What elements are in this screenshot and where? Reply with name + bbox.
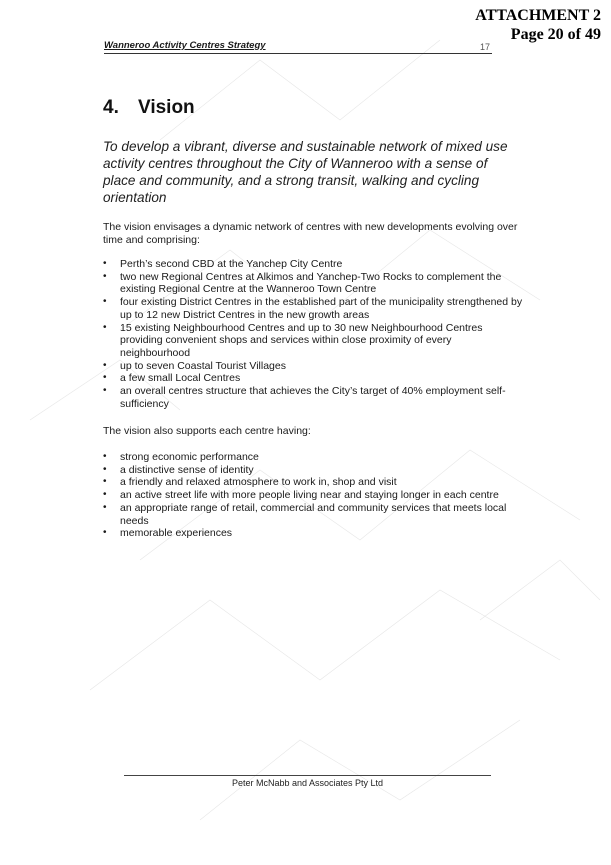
- bullet-icon: •: [103, 296, 107, 308]
- running-header-title: Wanneroo Activity Centres Strategy: [104, 40, 266, 51]
- bullet-icon: •: [103, 463, 107, 475]
- list-item: [103, 360, 523, 373]
- attachment-stamp: [475, 6, 601, 44]
- centre-list: [103, 451, 523, 540]
- list-item-text: memorable experiences: [120, 527, 233, 540]
- list-item-text: a few small Local Centres: [120, 372, 241, 385]
- list-item: [103, 271, 523, 296]
- running-header-page-number: 17: [479, 42, 490, 52]
- list-item-text: two new Regional Centres at Alkimos and Yanchep-Two Rocks to complement the existing Regional Centre at the Wanneroo Town Centre: [120, 270, 502, 296]
- list-item-text: an appropriate range of retail, commercial and community services that meets local needs: [120, 501, 507, 527]
- list-item: [103, 296, 523, 321]
- bullet-icon: •: [103, 451, 107, 462]
- list-item: [103, 451, 523, 464]
- attachment-label: ATTACHMENT 2: [475, 7, 601, 24]
- bullet-icon: •: [103, 270, 107, 282]
- list-item-text: a friendly and relaxed atmosphere to work in, shop and visit: [120, 476, 397, 489]
- section-heading: [103, 97, 195, 119]
- list-item: [103, 464, 523, 477]
- attachment-page-count: Page 20 of 49: [510, 26, 601, 43]
- list-item: [103, 258, 523, 271]
- list-item-text: four existing District Centres in the established part of the municipality strengthened by up to 12 new District Centres in the new growth areas: [120, 296, 523, 321]
- list-item-text: an overall centres structure that achieves the City’s target of 40% employment self-sufficiency: [120, 385, 506, 410]
- section-title: Vision: [138, 97, 195, 118]
- running-header: [104, 40, 492, 54]
- bullet-icon: •: [103, 489, 107, 501]
- list-item-text: Perth’s second CBD at the Yanchep City Centre: [120, 258, 343, 270]
- list-item-text: an active street life with more people living near and staying longer in each centre: [120, 489, 499, 502]
- footer-text: Peter McNabb and Associates Pty Ltd: [231, 778, 384, 788]
- intro-paragraph: The vision envisages a dynamic network of centres with new developments evolving over time and comprising:: [103, 221, 518, 246]
- bullet-icon: •: [103, 476, 107, 488]
- list-item-text: a distinctive sense of identity: [120, 463, 254, 476]
- bullet-icon: •: [103, 321, 107, 333]
- bullet-icon: •: [103, 385, 107, 397]
- bullet-icon: •: [103, 359, 107, 371]
- list-item: [103, 527, 523, 540]
- list-item: [103, 489, 523, 502]
- list-item: [103, 385, 523, 410]
- bullet-icon: •: [103, 527, 107, 539]
- section-number: 4.: [103, 97, 119, 118]
- list-item-text: up to seven Coastal Tourist Villages: [120, 359, 286, 372]
- list-item-text: 15 existing Neighbourhood Centres and up to 30 new Neighbourhood Centres providing convenient shops and services within close proximity of every neighbourhood: [120, 321, 483, 359]
- bullet-icon: •: [103, 258, 107, 269]
- vision-statement: To develop a vibrant, diverse and sustainable network of mixed use activity centres throughout the City of Wanneroo with a sense of place and community, and a strong transit, walking and cycling orientation: [103, 139, 508, 205]
- footer-rule: [124, 775, 491, 776]
- supports-paragraph: The vision also supports each centre having:: [103, 425, 311, 437]
- list-item: [103, 476, 523, 489]
- network-list: [103, 258, 523, 410]
- list-item: [103, 502, 523, 527]
- list-item: [103, 372, 523, 385]
- list-item: [103, 322, 523, 360]
- bullet-icon: •: [103, 501, 107, 513]
- bullet-icon: •: [103, 372, 107, 384]
- list-item-text: strong economic performance: [120, 451, 259, 463]
